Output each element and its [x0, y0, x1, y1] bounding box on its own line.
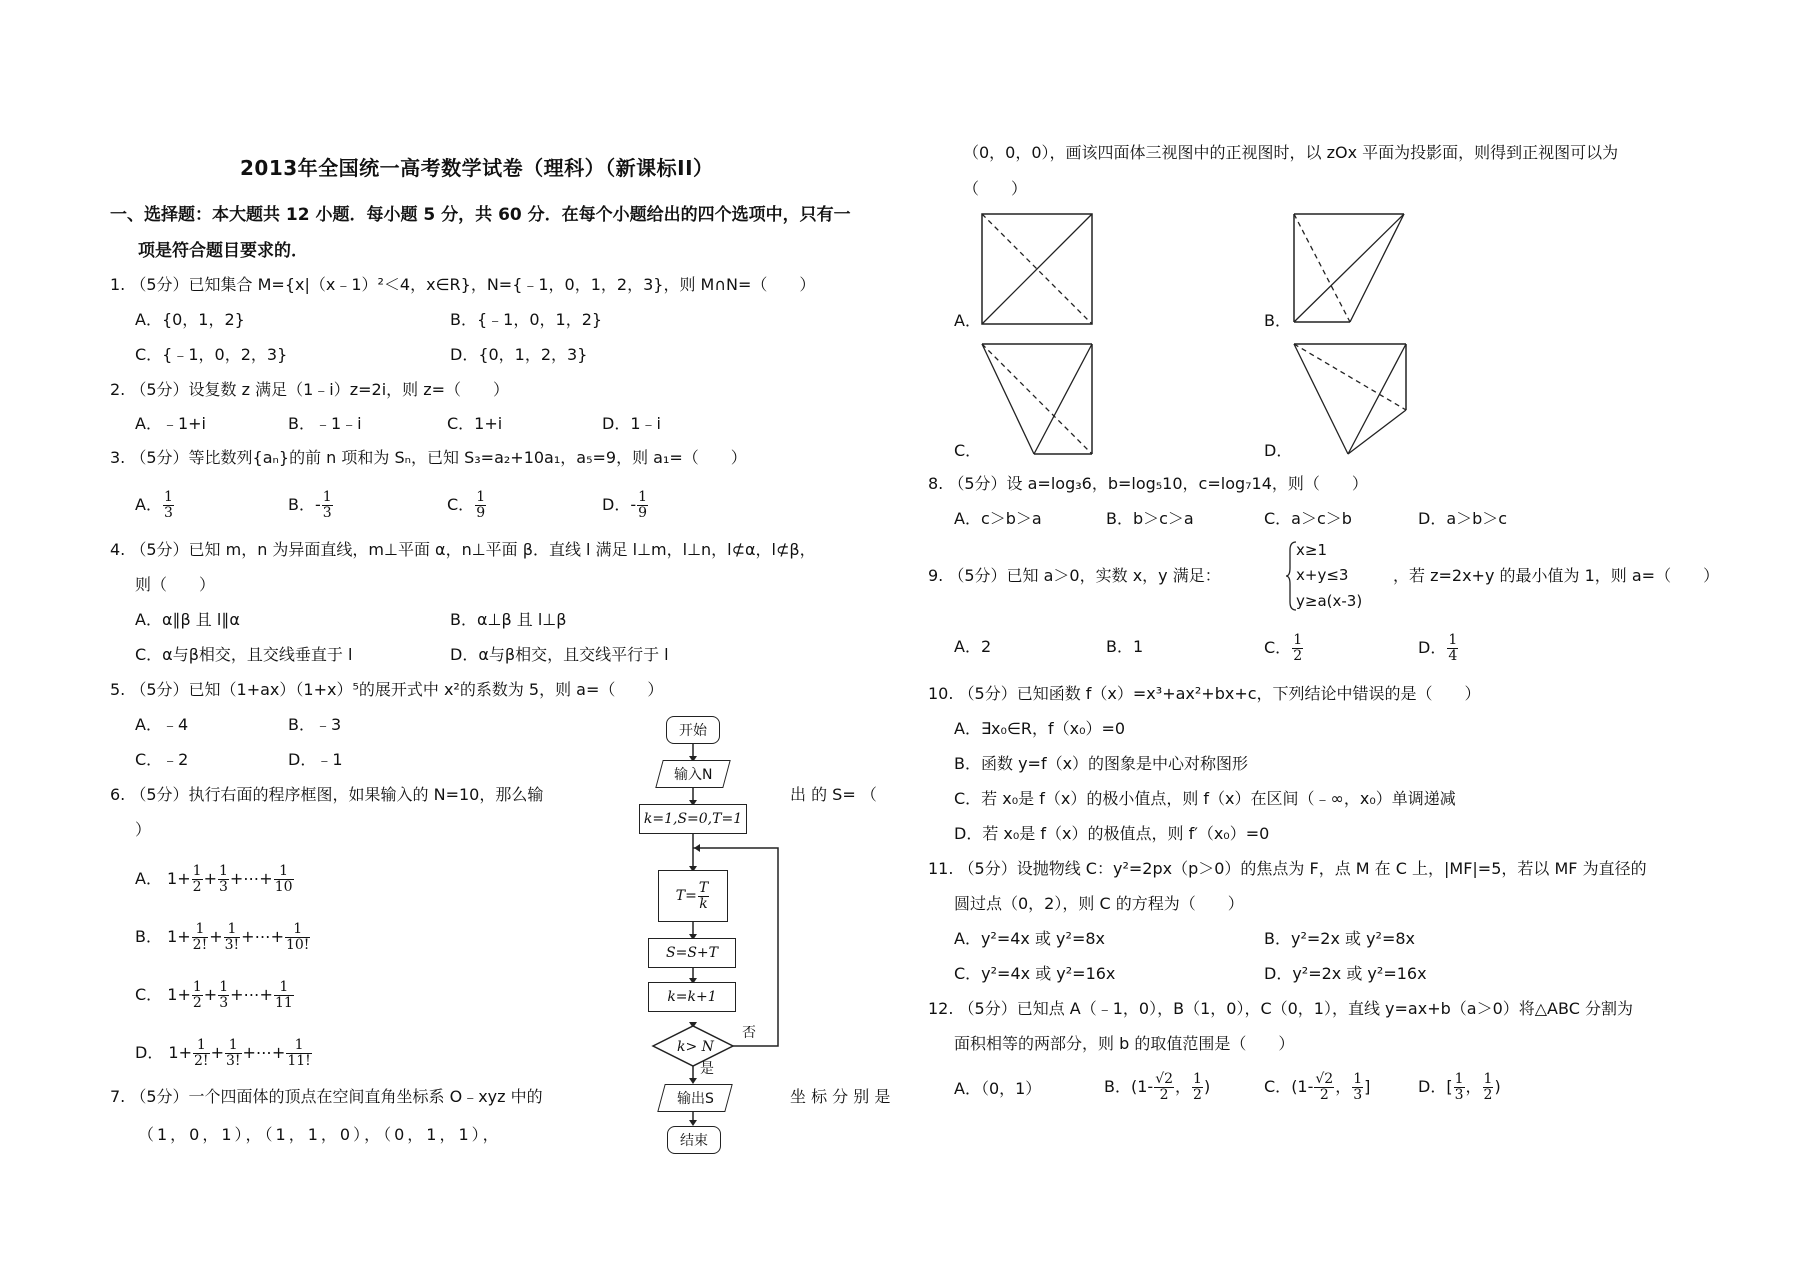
q9-constraint-2: x+y≤3	[1296, 566, 1349, 584]
flowchart-input	[655, 760, 731, 788]
q1-option-c: C．{﹣1，0，2，3}	[135, 345, 288, 364]
q8-option-c: C．a＞c＞b	[1264, 509, 1352, 528]
fraction: $\frac{1}{3}$	[1353, 1071, 1363, 1103]
q12-option-b: B．(1- $\frac{√2}{2}$ ， $\frac{1}{2}$ )	[1104, 1071, 1211, 1103]
fraction: $\frac{1}{3}$	[218, 863, 228, 895]
fraction: $\frac{1}{4}$	[1448, 632, 1458, 664]
q2-option-d: D．1﹣i	[602, 414, 661, 433]
fraction: $\frac{1}{3}$	[163, 489, 173, 521]
fraction: $\frac{1}{11!}$	[287, 1037, 311, 1069]
flowchart-yes-label: 是	[700, 1061, 714, 1077]
q4-option-b: B．α⊥β 且 l⊥β	[450, 610, 567, 629]
q7-figure-d	[1290, 340, 1410, 458]
q4-stem: 4. （5分）已知 m，n 为异面直线，m⊥平面 α，n⊥平面 β．直线 l 满足 l⊥m，l⊥n，l⊄α，l⊄β，	[110, 540, 816, 559]
fraction: $\frac{1}{2}$	[192, 979, 202, 1011]
q8-option-d: D．a＞b＞c	[1418, 509, 1508, 528]
fraction: $\frac{1}{2}$	[1293, 632, 1303, 664]
q11-option-a: A．y²=4x 或 y²=8x	[954, 929, 1105, 948]
fraction: $\frac{1}{10!}$	[285, 921, 310, 953]
q7-option-a: A．	[954, 311, 981, 330]
q4-option-d: D．α与β相交，且交线平行于 l	[450, 645, 669, 664]
q1-option-a: A．{0，1，2}	[135, 310, 245, 329]
flowchart-condition: k> N	[677, 1039, 714, 1055]
q10-option-c: C．若 x₀是 f（x）的极小值点，则 f（x）在区间（﹣∞，x₀）单调递减	[954, 789, 1456, 808]
q4-option-a: A．α∥β 且 l∥α	[135, 610, 240, 629]
q4-option-c: C．α与β相交，且交线垂直于 l	[135, 645, 353, 664]
q9-option-a: A．2	[954, 637, 992, 656]
flowchart-t-step: T= $\frac{T}{k}$	[658, 870, 728, 922]
fraction: $\frac{1}{11}$	[274, 979, 293, 1011]
fraction: $\frac{1}{2}$	[1193, 1071, 1202, 1103]
q7-stem: 7. （5分）一个四面体的顶点在空间直角坐标系 O﹣xyz 中的	[110, 1087, 543, 1106]
fraction: $\frac{√2}{2}$	[1155, 1071, 1174, 1103]
flowchart-start: 开始	[666, 716, 720, 744]
q2-option-a: A．﹣1+i	[135, 414, 206, 433]
flowchart-output	[657, 1084, 733, 1112]
q1-option-d: D．{0，1，2，3}	[450, 345, 588, 364]
q8-stem: 8. （5分）设 a=log₃6，b=log₅10，c=log₇14，则（ ）	[928, 474, 1368, 493]
q9-stem: 9. （5分）已知 a＞0，实数 x，y 满足：	[928, 566, 1221, 585]
q7-figure-c	[980, 340, 1095, 458]
q7-stem-cont-2: （0，0，0），画该四面体三视图中的正视图时，以 zOx 平面为投影面，则得到正视图可以为	[963, 143, 1619, 162]
section-heading-cont: 项是符合题目要求的．	[138, 241, 308, 261]
q6-option-d: D． 1+ $\frac{1}{2!}$ + $\frac{1}{3!}$ +⋯+ $\frac{1}{11!}$	[135, 1037, 311, 1069]
q5-option-a: A．﹣4	[135, 715, 189, 734]
fraction: $\frac{1}{9}$	[476, 489, 486, 521]
q2-option-c: C．1+i	[447, 414, 503, 433]
q5-option-c: C．﹣2	[135, 750, 189, 769]
q11-option-c: C．y²=4x 或 y²=16x	[954, 964, 1116, 983]
q11-option-d: D．y²=2x 或 y²=16x	[1264, 964, 1427, 983]
q3-option-b: B．- $\frac{1}{3}$	[288, 489, 332, 521]
flowchart-k-step: k=k+1	[648, 982, 736, 1012]
flowchart-s-step: S=S+T	[648, 938, 736, 968]
q5-option-b: B．﹣3	[288, 715, 342, 734]
q5-option-d: D．﹣1	[288, 750, 343, 769]
q6-option-c: C． 1+ $\frac{1}{2}$ + $\frac{1}{3}$ +⋯+ $\frac{1}{11}$	[135, 979, 293, 1011]
q7-option-c: C．	[954, 441, 982, 460]
q12-option-d: D．[ $\frac{1}{3}$ ， $\frac{1}{2}$ )	[1418, 1071, 1501, 1103]
q7-option-b: B．	[1264, 311, 1291, 330]
q10-option-a: A．∃x₀∈R，f（x₀）=0	[954, 719, 1126, 738]
q9-constraint-1: x≥1	[1296, 541, 1327, 559]
q9-option-d: D． $\frac{1}{4}$	[1418, 632, 1458, 664]
q11-option-b: B．y²=2x 或 y²=8x	[1264, 929, 1416, 948]
fraction: $\frac{1}{2!}$	[194, 1037, 209, 1069]
fraction: $\frac{1}{10}$	[274, 863, 293, 895]
fraction: $\frac{1}{2}$	[1483, 1071, 1493, 1103]
fraction: $\frac{1}{9}$	[638, 489, 648, 521]
fraction: $\frac{1}{3}$	[219, 979, 229, 1011]
q1-stem: 1. （5分）已知集合 M={x|（x﹣1）²＜4，x∈R}，N={﹣1，0，1，2，3}，则 M∩N=（ ）	[110, 275, 816, 294]
q3-stem: 3. （5分）等比数列{aₙ}的前 n 项和为 Sₙ，已知 S₃=a₂+10a₁，a₅=9，则 a₁=（ ）	[110, 448, 747, 467]
q5-stem: 5. （5分）已知（1+ax）（1+x）⁵的展开式中 x²的系数为 5，则 a=（ ）	[110, 680, 664, 699]
q11-stem-cont: 圆过点（0，2），则 C 的方程为（ ）	[954, 894, 1244, 913]
q12-option-c: C．(1- $\frac{√2}{2}$ ， $\frac{1}{3}$ ]	[1264, 1071, 1371, 1103]
q7-stem-cont-3: （ ）	[963, 179, 1028, 198]
flowchart-init: k=1,S=0,T=1	[639, 804, 747, 834]
q12-stem: 12. （5分）已知点 A（﹣1，0），B（1，0），C（0，1），直线 y=ax+b（a＞0）将△ABC 分割为	[928, 999, 1633, 1018]
flowchart-input-label: 输入N	[673, 767, 713, 783]
q7-option-d: D．	[1264, 441, 1293, 460]
q2-stem: 2. （5分）设复数 z 满足（1﹣i）z=2i，则 z=（ ）	[110, 380, 510, 399]
q12-stem-cont: 面积相等的两部分，则 b 的取值范围是（ ）	[954, 1034, 1295, 1053]
flowchart-end: 结束	[667, 1126, 721, 1154]
q9-constraint-3: y≥a(x-3)	[1296, 592, 1363, 610]
q6-stem: 6. （5分）执行右面的程序框图，如果输入的 N=10，那么输	[110, 785, 544, 804]
fraction: $\frac{√2}{2}$	[1315, 1071, 1334, 1103]
q6-stem-tail: 出 的 S= （	[790, 785, 877, 804]
page-title: 2013年全国统一高考数学试卷（理科）（新课标II）	[240, 156, 714, 180]
q3-option-d: D．- $\frac{1}{9}$	[602, 489, 648, 521]
fraction: $\frac{1}{2!}$	[192, 921, 208, 953]
q10-option-d: D．若 x₀是 f（x）的极值点，则 f′（x₀）=0	[954, 824, 1270, 843]
q9-option-c: C． $\frac{1}{2}$	[1264, 632, 1303, 664]
q3-option-a: A． $\frac{1}{3}$	[135, 489, 173, 521]
q9-stem-tail: ，若 z=2x+y 的最小值为 1，则 a=（ ）	[1393, 566, 1720, 585]
q8-option-a: A．c＞b＞a	[954, 509, 1042, 528]
q7-figure-b	[1290, 210, 1408, 328]
fraction: $\frac{1}{2}$	[192, 863, 202, 895]
fraction: $\frac{1}{3!}$	[224, 921, 240, 953]
q10-option-b: B．函数 y=f（x）的图象是中心对称图形	[954, 754, 1249, 773]
q7-stem-cont: （1，0，1），（1，1，0），（0，1，1），	[138, 1125, 502, 1144]
fraction: $\frac{1}{3!}$	[225, 1037, 241, 1069]
q7-figure-a	[980, 212, 1095, 328]
q3-option-c: C． $\frac{1}{9}$	[447, 489, 486, 521]
q2-option-b: B．﹣1﹣i	[288, 414, 362, 433]
fraction: $\frac{1}{3}$	[1454, 1071, 1464, 1103]
q12-option-a: A．（0，1）	[954, 1079, 1042, 1098]
fraction: $\frac{T}{k}$	[698, 879, 709, 912]
q9-option-b: B．1	[1106, 637, 1144, 656]
q4-stem-cont: 则（ ）	[135, 575, 216, 594]
q8-option-b: B．b＞c＞a	[1106, 509, 1194, 528]
q10-stem: 10. （5分）已知函数 f（x）=x³+ax²+bx+c，下列结论中错误的是（ ）	[928, 684, 1481, 703]
q6-option-b: B． 1+ $\frac{1}{2!}$ + $\frac{1}{3!}$ +⋯+ $\frac{1}{10!}$	[135, 921, 310, 953]
q1-option-b: B．{﹣1，0，1，2}	[450, 310, 603, 329]
q6-option-a: A． 1+ $\frac{1}{2}$ + $\frac{1}{3}$ +⋯+ $\frac{1}{10}$	[135, 863, 293, 895]
flowchart-output-label: 输出S	[676, 1091, 714, 1107]
q7-stem-tail: 坐 标 分 别 是	[790, 1087, 891, 1106]
flowchart-no-label: 否	[742, 1025, 756, 1041]
section-heading: 一、选择题：本大题共 12 小题．每小题 5 分，共 60 分．在每个小题给出的四个选项中，只有一	[110, 205, 851, 225]
q6-stem-cont: ）	[135, 820, 152, 839]
fraction: $\frac{1}{3}$	[322, 489, 332, 521]
q11-stem: 11. （5分）设抛物线 C：y²=2px（p＞0）的焦点为 F，点 M 在 C 上，|MF|=5，若以 MF 为直径的	[928, 859, 1647, 878]
